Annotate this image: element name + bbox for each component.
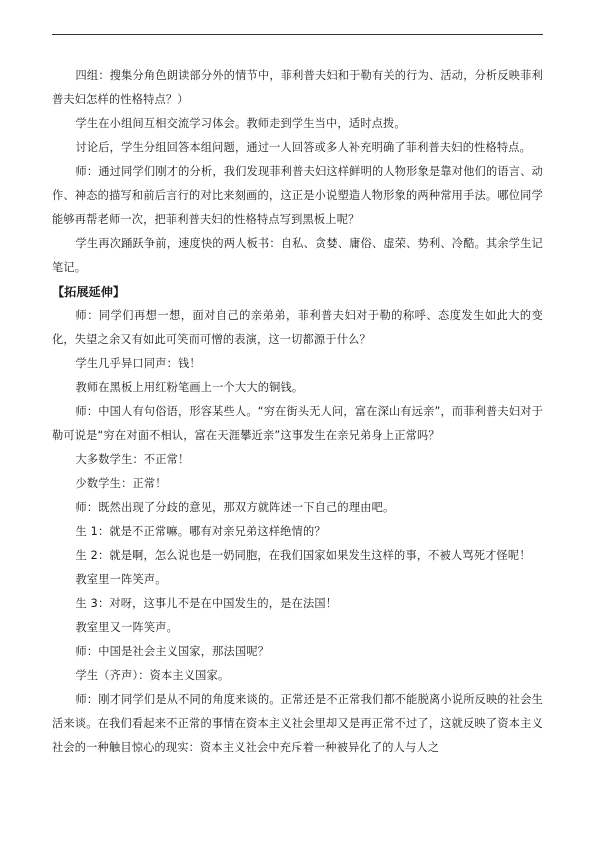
paragraph-teacher-analysis: 师：通过同学们刚才的分析，我们发现菲利普夫妇这样鲜明的人物形象是靠对他们的语言、动作、神态的描写和前后言行的对比来刻画的，这正是小说塑造人物形象的两种常用手法。哪位同学能够再帮老师一次，把菲利普夫妇的性格特点写到黑板上呢？ (52, 165, 543, 226)
paragraph-student-two: 生 2：就是啊，怎么说也是一奶同胞，在我们国家如果发生这样的事，不被人骂死才怪呢！ (75, 549, 531, 562)
paragraph-teacher-invites-reasons: 师：既然出现了分歧的意见，那双方就阵述一下自己的理由吧。 (75, 501, 395, 514)
paragraph-minority-answer: 少数学生：正常！ (75, 477, 167, 490)
paragraph-teacher-proverb: 师：中国人有句俗语，形容某些人。“穷在街头无人问，富在深山有远亲”，而菲利普夫妇对于勒可说是“穷在对面不相认，富在天涯攀近亲”这事发生在亲兄弟身上正常吗？ (52, 405, 544, 442)
paragraph-students-chorus: 学生（齐声）：资本主义国家。 (75, 669, 230, 682)
paragraph-teacher-question-money: 师：同学们再想一想，面对自己的亲弟弟，菲利普夫妇对于勒的称呼、态度发生如此大的变化，失望之余又有如此可笑而可憎的表演，这一切都源于什么？ (52, 309, 543, 346)
paragraph-student-three: 生 3：对呀，这事儿不是在中国发生的，是在法国！ (75, 597, 338, 610)
document-body (52, 64, 543, 760)
paragraph-teacher-conclusion: 师：刚才同学们是从不同的角度来谈的。正常还是不正常我们都不能脱离小说所反映的社会生活来谈。在我们看起来不正常的事情在资本主义社会里却又是再正常不过了，这就反映了资本主义社会的一种触目惊心的现实：资本主义社会中充斥着一种被异化了的人与人之 (52, 693, 543, 754)
paragraph-majority-answer: 大多数学生：不正常！ (75, 453, 190, 466)
paragraph-group-exchange: 学生在小组间互相交流学习体会。教师走到学生当中，适时点拨。 (75, 117, 406, 130)
paragraph-students-answer-money: 学生几乎异口同声：钱！ (75, 357, 201, 370)
paragraph-classroom-laughter-again: 教室里又一阵笑声。 (75, 621, 179, 634)
paragraph-group-four-task: 四组：搜集分角色朗读部分外的情节中，菲利普夫妇和于勒有关的行为、活动，分析反映菲利普夫妇怎样的性格特点？） (52, 69, 543, 106)
paragraph-classroom-laughter: 教室里一阵笑声。 (75, 573, 167, 586)
paragraph-teacher-draws-coin: 教师在黑板上用红粉笔画上一个大大的铜钱。 (75, 381, 304, 394)
paragraph-student-one: 生 1：就是不正常嘛。哪有对亲兄弟这样绝情的？ (75, 525, 326, 538)
paragraph-discussion-answer: 讨论后，学生分组回答本组问题，通过一人回答或多人补充明确了菲利普夫妇的性格特点。 (75, 141, 532, 154)
section-heading-extension: 【拓展延伸】 (52, 285, 126, 299)
paragraph-teacher-asks-france: 师：中国是社会主义国家，那法国呢？ (75, 645, 270, 658)
paragraph-blackboard-writing: 学生再次踊跃争前，速度快的两人板书：自私、贪婪、庸俗、虚荣、势利、冷酷。其余学生记笔记。 (52, 237, 543, 274)
header-rule (52, 34, 543, 35)
